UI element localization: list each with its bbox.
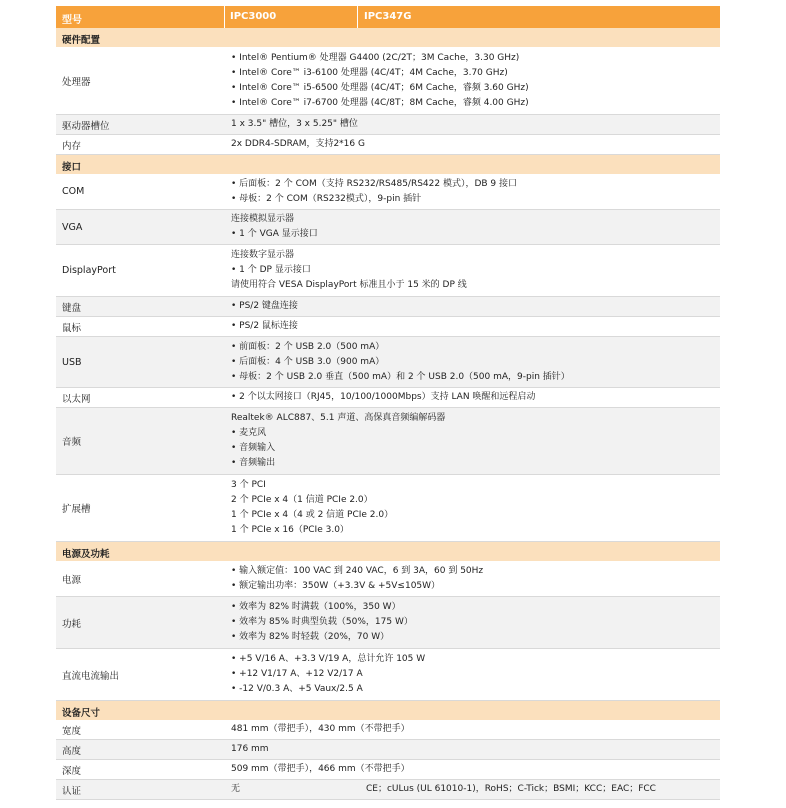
- row-value: 2x DDR4-SDRAM，支持2*16 G: [231, 139, 365, 149]
- row-certification: [56, 780, 720, 800]
- row-value: [221, 780, 720, 799]
- row-label: 认证: [62, 785, 82, 797]
- row-value: • 后面板：2 个 COM（支持 RS232/RS485/RS422 模式），DB 9 接口 • 母板：2 个 COM（RS232模式），9-pin 插针: [231, 178, 518, 204]
- row-psu: [56, 561, 720, 597]
- row-value: • +5 V/16 A、+3.3 V/19 A，总计允许 105 W • +12 V1/17 A、+12 V2/17 A • -12 V/0.3 A、+5 Vaux/2.5 A: [231, 654, 426, 694]
- row-label: VGA: [62, 221, 83, 233]
- section-interface: 接口: [56, 155, 720, 174]
- row-value: Realtek® ALC887、5.1 声道、高保真音频编解码器 • 麦克风 • 音频输入 • 音频输出: [231, 413, 446, 468]
- row-value: 176 mm: [231, 744, 269, 754]
- row-width: [56, 720, 720, 740]
- row-cpu: [56, 47, 720, 115]
- header-ipc3000: IPC3000: [230, 11, 277, 22]
- row-expansion-slots: [56, 475, 720, 542]
- row-keyboard: [56, 297, 720, 317]
- table-header: [56, 6, 720, 28]
- row-value: • 前面板：2 个 USB 2.0（500 mA） • 后面板：4 个 USB 3.0（900 mA） • 母板：2 个 USB 2.0 垂直（500 mA）和 2 个 USB 2.0（500 mA，9-pin 插针）: [231, 341, 570, 382]
- row-ethernet: [56, 388, 720, 408]
- row-displayport: [56, 245, 720, 297]
- row-height: [56, 740, 720, 760]
- row-mouse: [56, 317, 720, 337]
- header-model-label: 型号: [62, 15, 82, 26]
- row-label: 高度: [62, 745, 82, 757]
- row-com: [56, 174, 720, 210]
- row-label: 功耗: [62, 618, 82, 630]
- row-label: USB: [62, 356, 82, 368]
- row-label: DisplayPort: [62, 265, 116, 276]
- row-label: 直流电流输出: [62, 670, 120, 682]
- row-usb: [56, 337, 720, 388]
- row-vga: [56, 210, 720, 245]
- row-label: 处理器: [62, 76, 91, 88]
- row-value: • 2 个以太网接口（RJ45，10/100/1000Mbps）支持 LAN 唤醒和远程启动: [231, 392, 536, 402]
- row-value: 509 mm（带把手），466 mm（不带把手）: [231, 764, 410, 774]
- row-label: 鼠标: [62, 322, 82, 334]
- row-value: • 输入额定值：100 VAC 到 240 VAC，6 到 3A，60 到 50Hz • 额定输出功率：350W（+3.3V & +5V≤105W）: [231, 565, 484, 591]
- row-label: 键盘: [62, 302, 82, 314]
- header-divider: [224, 6, 225, 28]
- row-label: 内存: [62, 140, 82, 152]
- cert-ipc347g: CE；cULus (UL 61010-1)，RoHS；C-Tick；BSMI；KCC；EAC；FCC: [366, 784, 656, 794]
- row-value: • Intel® Pentium® 处理器 G4400 (2C/2T；3M Cache，3.30 GHz) • Intel® Core™ i3-6100 处理器 (4C/4T；4M Cache，3.70 GHz) • Intel® Core™ i5-6500 处理器 (4C/4T；6M Cache，睿频 3.60 GHz) • Intel® Core™ i7-6700 处理器 (4C/8T；8M Cache，睿频 4.00 GHz): [231, 52, 529, 108]
- row-label: 音频: [62, 437, 82, 448]
- row-drive: [56, 115, 720, 135]
- row-value: • PS/2 键盘连接: [231, 301, 298, 311]
- row-depth: [56, 760, 720, 780]
- row-value: • 效率为 82% 时满载（100%，350 W） • 效率为 85% 时典型负载（50%，175 W） • 效率为 82% 时轻载（20%，70 W）: [231, 602, 413, 642]
- row-label: 宽度: [62, 725, 82, 737]
- spec-table: [56, 6, 720, 800]
- row-value: 481 mm（带把手），430 mm（不带把手）: [231, 724, 410, 734]
- row-consumption: [56, 597, 720, 649]
- section-power: 电源及功耗: [56, 542, 720, 561]
- row-dc-output: [56, 649, 720, 701]
- row-value: 3 个 PCI 2 个 PCIe x 4（1 信道 PCIe 2.0） 1 个 PCIe x 4（4 或 2 信道 PCIe 2.0） 1 个 PCIe x 16（PCIe 3.0）: [231, 480, 394, 535]
- cert-ipc3000: 无: [231, 784, 241, 794]
- row-label: 以太网: [62, 393, 91, 405]
- row-memory: [56, 135, 720, 155]
- section-hardware: 硬件配置: [56, 28, 720, 47]
- row-audio: [56, 408, 720, 475]
- row-label: 扩展槽: [62, 504, 91, 515]
- row-label: 驱动器槽位: [62, 120, 110, 132]
- row-value: • PS/2 鼠标连接: [231, 321, 298, 331]
- row-label: 电源: [62, 574, 82, 586]
- row-value: 连接数字显示器 • 1 个 DP 显示接口 请使用符合 VESA DisplayPort 标准且小于 15 米的 DP 线: [231, 250, 467, 290]
- row-label: COM: [62, 186, 85, 197]
- row-label: 深度: [62, 765, 82, 777]
- header-ipc347g: IPC347G: [364, 11, 412, 22]
- section-dimensions: 设备尺寸: [56, 701, 720, 720]
- header-divider: [357, 6, 358, 28]
- row-value: 连接模拟显示器 • 1 个 VGA 显示接口: [231, 214, 318, 239]
- row-value: 1 x 3.5" 槽位，3 x 5.25" 槽位: [231, 119, 358, 129]
